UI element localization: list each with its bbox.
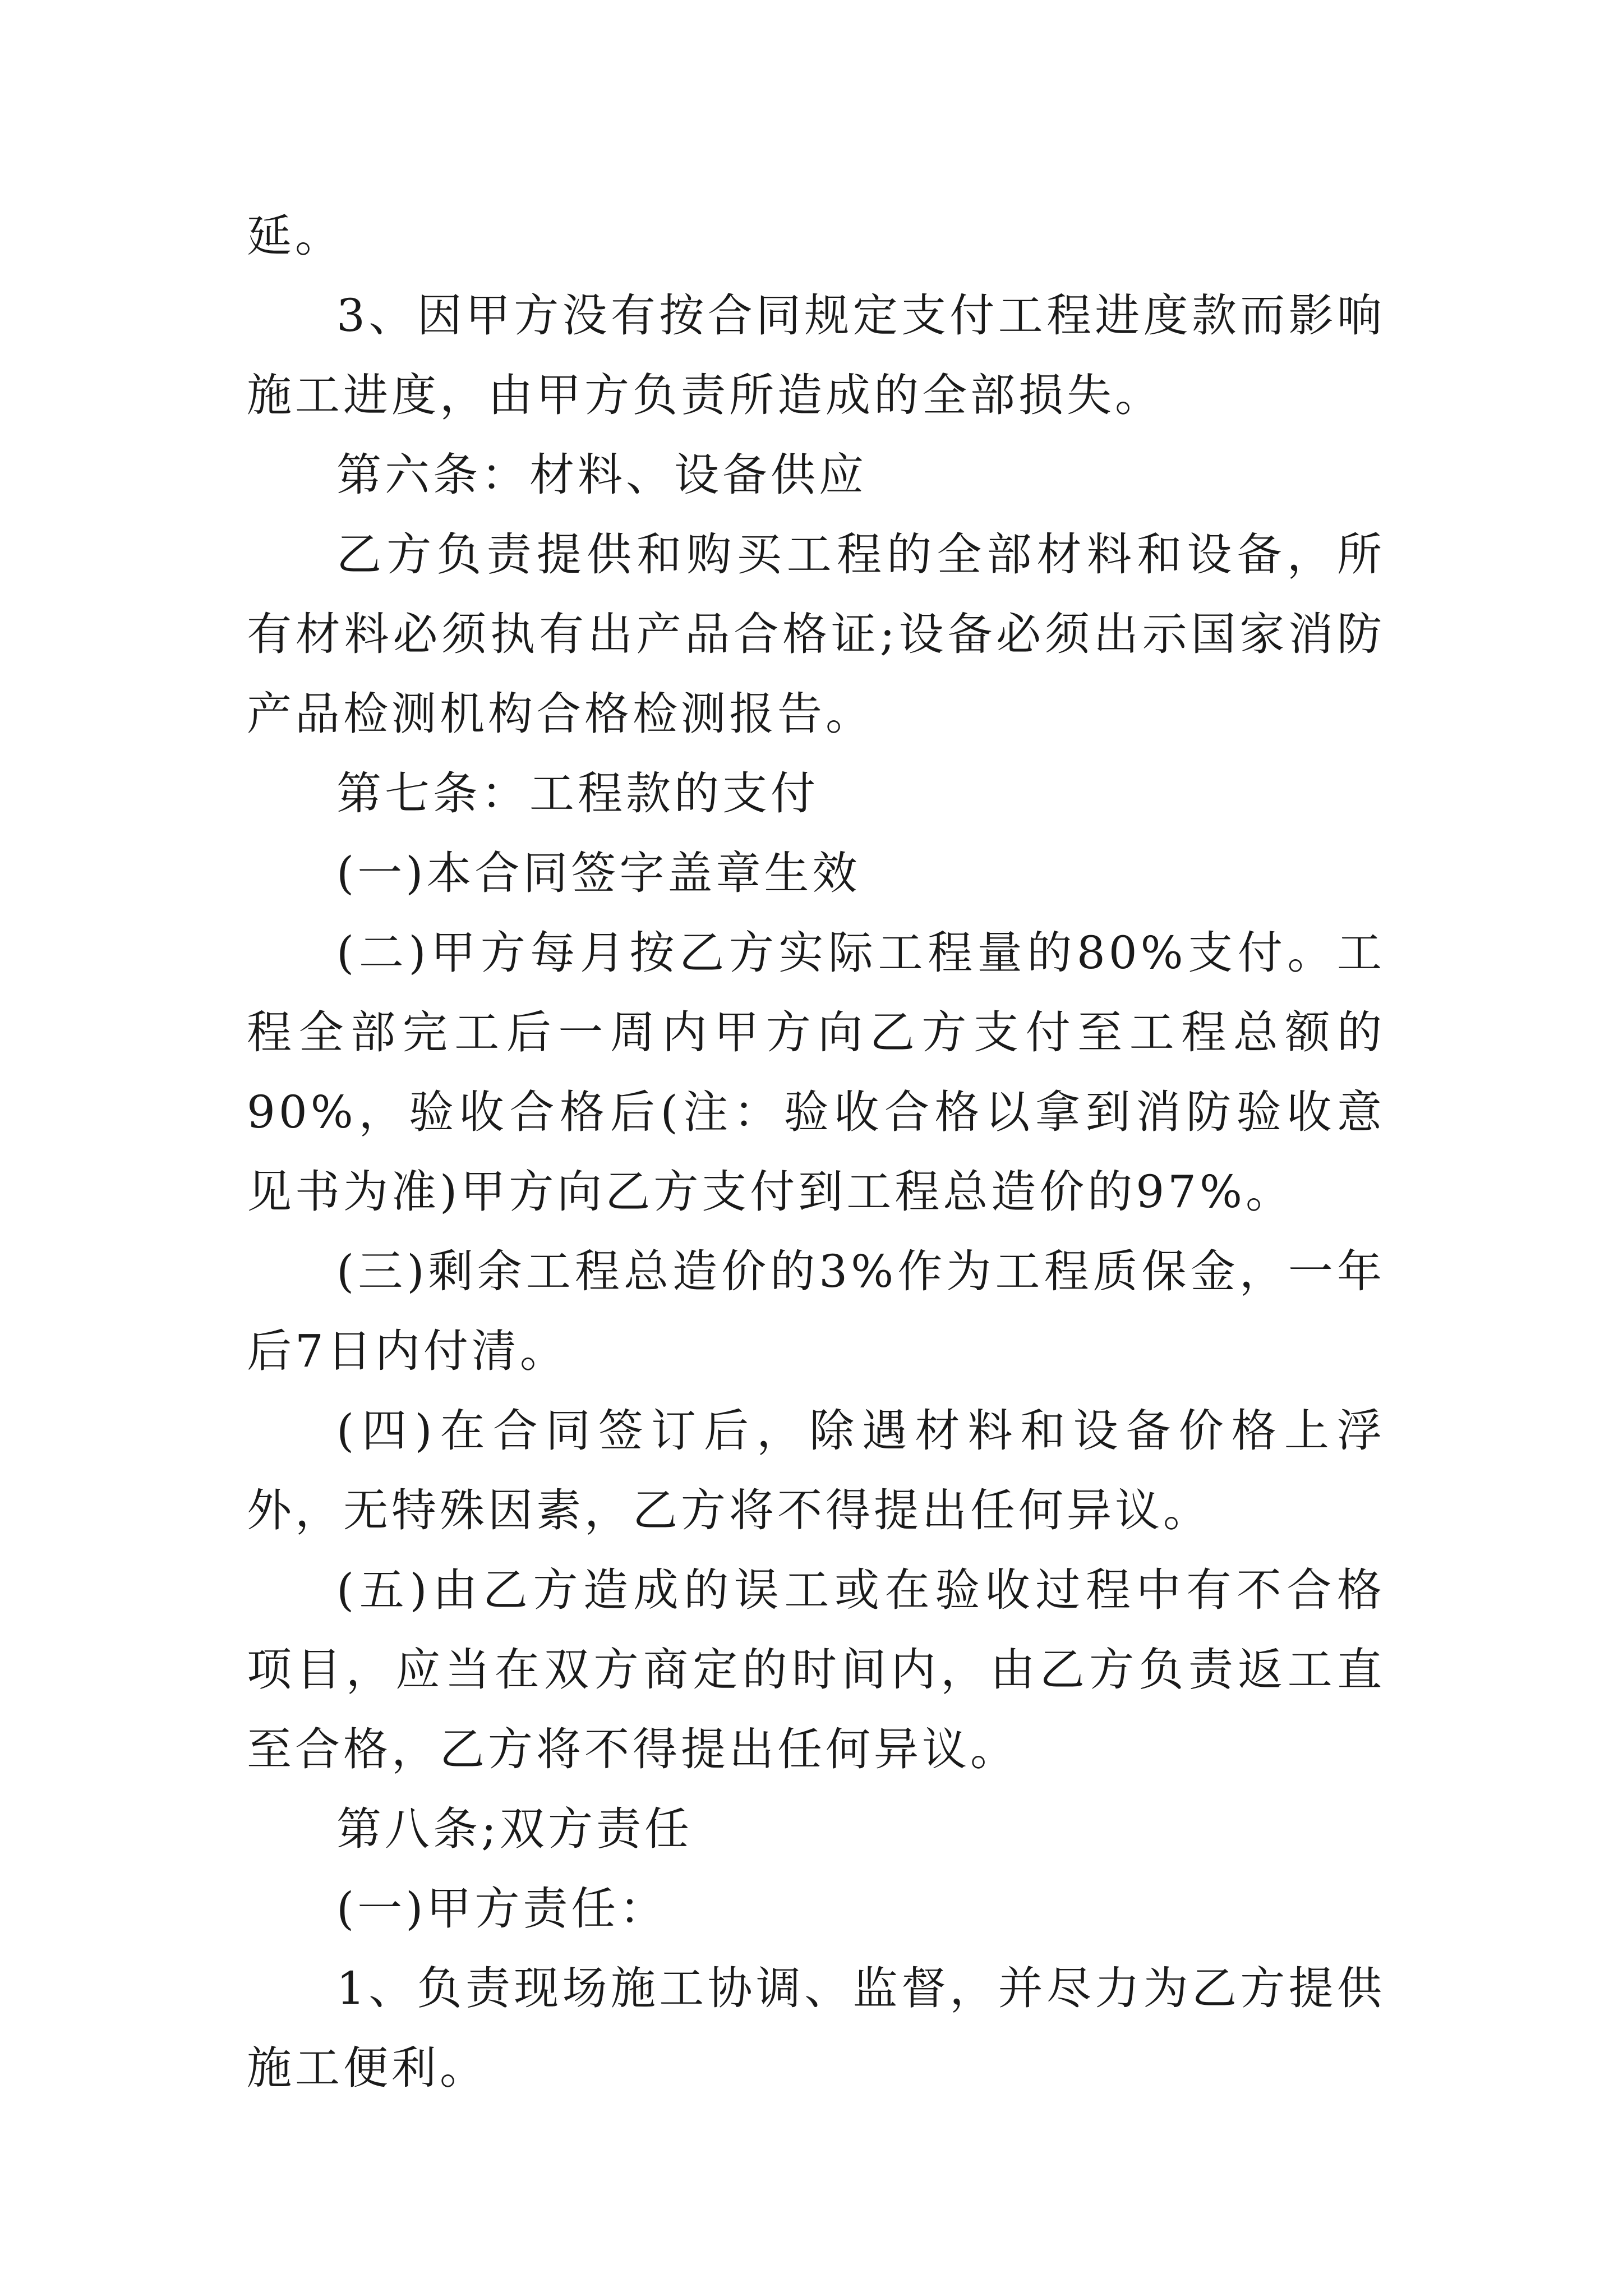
paragraph-payment-4: (四)在合同签订后，除遇材料和设备价格上浮外，无特殊因素，乙方将不得提出任何异议。 bbox=[247, 1405, 1385, 1536]
paragraph-continuation: 延。 bbox=[247, 210, 343, 262]
heading-article-6: 第六条：材料、设备供应 bbox=[336, 449, 867, 501]
paragraph-party-a-duty-1: 1、负责现场施工协调、监督，并尽力为乙方提供施工便利。 bbox=[247, 1962, 1385, 2094]
heading-party-a-duties: (一)甲方责任： bbox=[336, 1883, 668, 1935]
paragraph-payment-1: (一)本合同签字盖章生效 bbox=[336, 847, 861, 899]
paragraph-payment-5: (五)由乙方造成的误工或在验收过程中有不合格项目，应当在双方商定的时间内，由乙方负责返工直至合格，乙方将不得提出任何异议。 bbox=[247, 1564, 1385, 1775]
paragraph-payment-2: (二)甲方每月按乙方实际工程量的80%支付。工程全部完工后一周内甲方向乙方支付至工程总额的90%，验收合格后(注：验收合格以拿到消防验收意见书为准)甲方向乙方支付到工程总造价的97%。 bbox=[247, 927, 1385, 1218]
paragraph-delay-clause-3: 3、因甲方没有按合同规定支付工程进度款而影响施工进度，由甲方负责所造成的全部损失。 bbox=[247, 289, 1385, 421]
document-body bbox=[247, 196, 1385, 2108]
paragraph-payment-3: (三)剩余工程总造价的3%作为工程质保金，一年后7日内付清。 bbox=[247, 1245, 1385, 1377]
paragraph-materials-supply: 乙方负责提供和购买工程的全部材料和设备，所有材料必须执有出产品合格证;设备必须出示国家消防产品检测机构合格检测报告。 bbox=[247, 528, 1385, 740]
heading-article-8: 第八条;双方责任 bbox=[336, 1803, 693, 1855]
heading-article-7: 第七条：工程款的支付 bbox=[336, 767, 819, 820]
